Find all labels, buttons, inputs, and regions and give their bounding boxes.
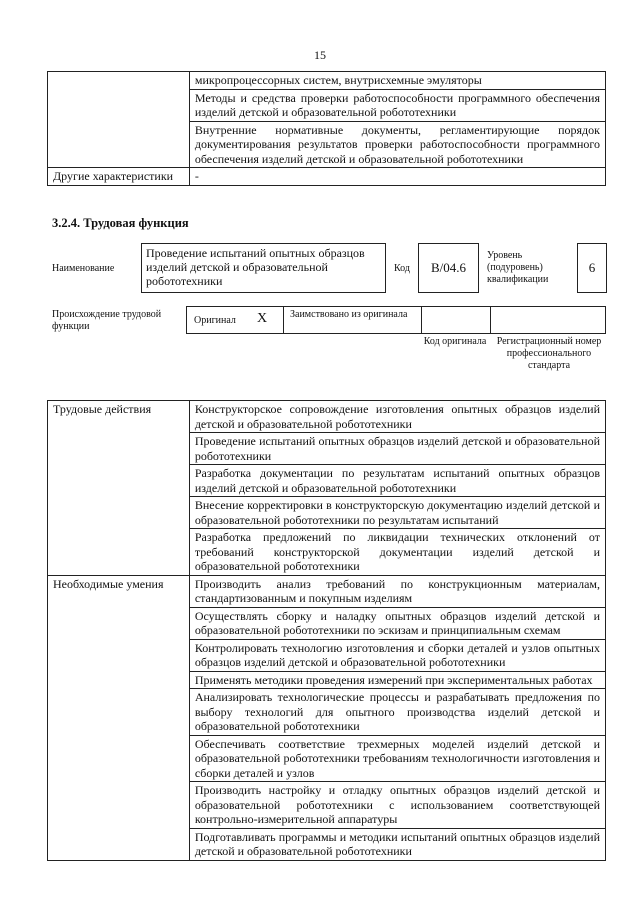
reg-caption: Регистрационный номер профессионального стандарта	[496, 336, 602, 371]
name-value-box: Проведение испытаний опытных образцов изделий детской и образовательной робототехники	[141, 243, 386, 293]
table-cell: Методы и средства проверки работоспособности программного обеспечения изделий детской и образовательной робототехники	[189, 89, 605, 121]
borrowed-label: Заимствовано из оригинала	[290, 309, 408, 320]
table-cell: Разработка документации по результатам испытаний опытных образцов изделий детской и образовательной робототехники	[189, 465, 605, 497]
main-table	[47, 400, 606, 861]
original-mark: X	[257, 311, 268, 326]
section-label-cell: Необходимые умения	[48, 575, 190, 860]
divider	[421, 307, 422, 333]
divider	[490, 307, 491, 333]
table-cell: Анализировать технологические процессы и разрабатывать предложения по выбору технологий для опытного производства изделий детской и образовательной робототехники	[189, 689, 605, 736]
top-table	[47, 71, 606, 186]
section-label-cell: Трудовые действия	[48, 401, 190, 576]
origin-row	[186, 306, 606, 334]
table-cell: микропроцессорных систем, внутрисхемные эмуляторы	[189, 72, 605, 90]
table-row	[48, 401, 606, 433]
table-cell: Внесение корректировки в конструкторскую документацию изделий детской и образовательной робототехники по результатам испытаний	[189, 497, 605, 529]
section-heading: 3.2.4. Трудовая функция	[52, 216, 189, 230]
table-cell: -	[189, 168, 605, 186]
table-cell: Подготавливать программы и методики испытаний опытных образцов изделий детской и образовательной робототехники	[189, 828, 605, 860]
table-label-cell	[48, 72, 190, 168]
original-label: Оригинал	[194, 315, 236, 326]
origin-label: Происхождение трудовой функции	[52, 309, 162, 332]
table-cell: Производить настройку и отладку опытных образцов изделий детской и образовательной робототехники с использованием соответствующей контрольно-измерительной аппаратуры	[189, 782, 605, 829]
code-value-box: B/04.6	[418, 243, 479, 293]
table-cell: Применять методики проведения измерений при экспериментальных работах	[189, 671, 605, 689]
divider	[283, 307, 284, 333]
table-cell: Обеспечивать соответствие трехмерных моделей изделий детской и образовательной робототехники требованиям технологичности изготовления и сборки деталей и узлов	[189, 735, 605, 782]
page-number: 15	[314, 48, 326, 62]
level-label: Уровень (подуровень) квалификации	[487, 250, 549, 285]
table-cell: Осуществлять сборку и наладку опытных образцов изделий детской и образовательной робототехники по эскизам и принципиальным схемам	[189, 607, 605, 639]
table-cell: Контролировать технологию изготовления и сборки деталей и узлов опытных образцов изделий детской и образовательной робототехники	[189, 639, 605, 671]
table-cell: Внутренние нормативные документы, регламентирующие порядок документирования результатов проверки работоспособности программного обеспечения изделий детской и образовательной робототехники	[189, 121, 605, 168]
table-label-cell: Другие характеристики	[48, 168, 190, 186]
table-cell: Разработка предложений по ликвидации технических отклонений от требований конструкторской документации изделий детской и образовательной робототехники	[189, 529, 605, 576]
table-cell: Конструкторское сопровождение изготовления опытных образцов изделий детской и образовательной робототехники	[189, 401, 605, 433]
code-label: Код	[394, 263, 410, 274]
table-cell: Проведение испытаний опытных образцов изделий детской и образовательной робототехники	[189, 433, 605, 465]
name-label: Наименование	[52, 263, 115, 274]
code-caption: Код оригинала	[423, 336, 487, 347]
table-cell: Производить анализ требований по конструкционным материалам, стандартизованным и покупным изделиям	[189, 575, 605, 607]
level-value-box: 6	[577, 243, 607, 293]
table-row	[48, 72, 606, 90]
table-row	[48, 575, 606, 607]
table-row	[48, 168, 606, 186]
